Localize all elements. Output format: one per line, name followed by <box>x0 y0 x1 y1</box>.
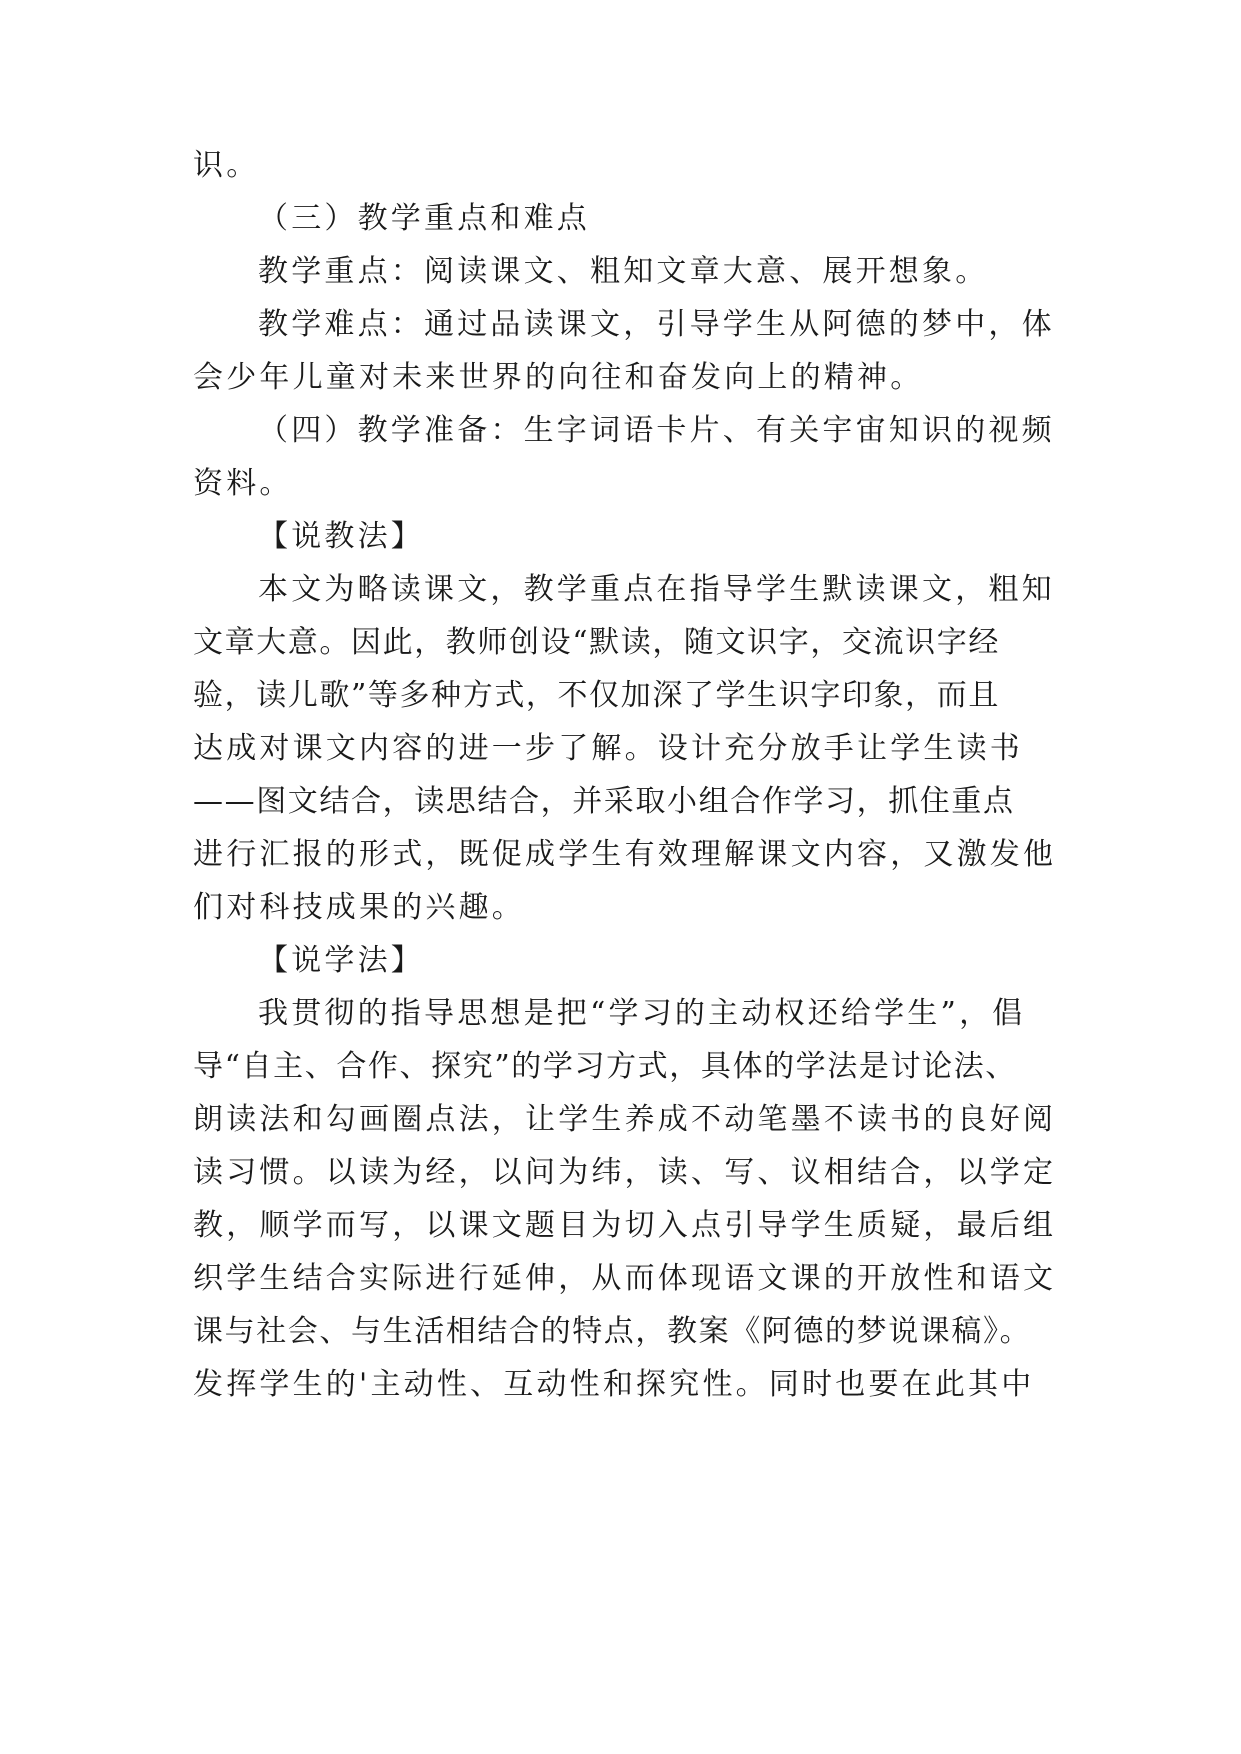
text-line: 会少年儿童对未来世界的向往和奋发向上的精神。 <box>193 360 924 395</box>
text-line: 教学重点：阅读课文、粗知文章大意、展开想象。 <box>258 254 989 289</box>
text-line: ——图文结合，读思结合，并采取小组合作学习，抓住重点 <box>193 784 1015 819</box>
text-line: 识。 <box>193 148 260 183</box>
text-line: 发挥学生的'主动性、互动性和探究性。同时也要在此其中 <box>193 1367 1035 1402</box>
text-line: 验，读儿歌”等多种方式，不仅加深了学生识字印象，而且 <box>193 678 1000 713</box>
text-line: 资料。 <box>193 466 293 501</box>
text-line: 文章大意。因此，教师创设“默读，随文识字，交流识字经 <box>193 625 1000 660</box>
text-line: 本文为略读课文，教学重点在指导学生默读课文，粗知 <box>258 572 1055 607</box>
section-heading: 【说学法】 <box>258 943 424 978</box>
text-line: 织学生结合实际进行延伸，从而体现语文课的开放性和语文 <box>193 1261 1057 1296</box>
text-line: 们对科技成果的兴趣。 <box>193 890 525 925</box>
text-line: 课与社会、与生活相结合的特点，教案《阿德的梦说课稿》。 <box>193 1314 1032 1349</box>
text-line: 达成对课文内容的进一步了解。设计充分放手让学生读书 <box>193 731 1023 766</box>
text-line: 朗读法和勾画圈点法，让学生养成不动笔墨不读书的良好阅 <box>193 1102 1057 1137</box>
text-line: 进行汇报的形式，既促成学生有效理解课文内容，又激发他 <box>193 837 1057 872</box>
text-line: 教，顺学而写，以课文题目为切入点引导学生质疑，最后组 <box>193 1208 1057 1243</box>
section-heading: （三）教学重点和难点 <box>258 201 590 236</box>
section-heading: 【说教法】 <box>258 519 424 554</box>
text-line: 教学难点：通过品读课文，引导学生从阿德的梦中，体 <box>258 307 1055 342</box>
text-line: 导“自主、合作、探究”的学习方式，具体的学法是讨论法、 <box>193 1049 1017 1084</box>
text-line: （四）教学准备：生字词语卡片、有关宇宙知识的视频 <box>258 413 1055 448</box>
text-line: 我贯彻的指导思想是把“学习的主动权还给学生”，倡 <box>258 996 1026 1031</box>
text-line: 读习惯。以读为经，以问为纬，读、写、议相结合，以学定 <box>193 1155 1057 1190</box>
